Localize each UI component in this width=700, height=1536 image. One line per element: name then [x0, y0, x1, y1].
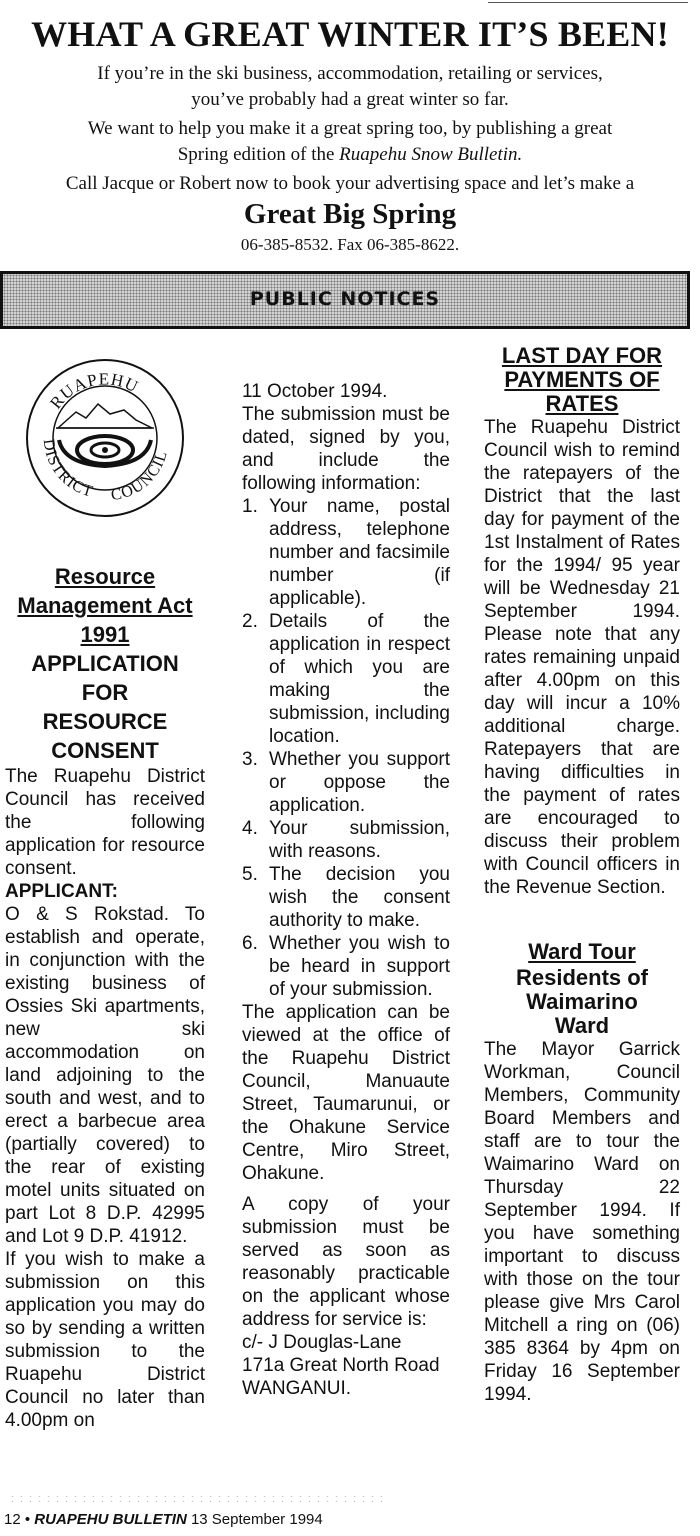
- submission-requirements: The submission must be dated, signed by you, and include the following information:: [242, 404, 450, 494]
- service-address-line-3: WANGANUI.: [242, 1378, 352, 1399]
- page-footer: [4, 1510, 504, 1530]
- list-item-text: Whether you support or oppose the application.: [269, 749, 450, 816]
- submission-text: If you wish to make a submission on this application you may do so by sending a written submission to the Ruapehu District Council no later than 4.00pm on: [5, 1249, 205, 1431]
- ad-phone: 06-385-8532. Fax 06-385-8622.: [240, 235, 460, 254]
- list-item-number: 4.: [242, 818, 258, 839]
- logo-top-text: RUAPEHU: [46, 369, 142, 413]
- list-item-text: Details of the application in respect of which you are making the submission, including location.: [269, 611, 450, 747]
- public-notices-banner: [0, 271, 690, 329]
- requirements-list: [242, 495, 450, 1001]
- resource-heading-3: 1991: [80, 622, 130, 647]
- list-item: [242, 495, 450, 610]
- svg-text:RUAPEHU: [46, 369, 142, 412]
- ward-body: The Mayor Garrick Workman, Council Members, Community Board Members and staff are to tour the Waimarino Ward on Thursday 22 September 1994. If you have something important to discuss with those on the tour please give Mrs Carol Mitchell a ring on (06) 385 8364 by 4pm on Friday 16 September 1994.: [484, 1039, 680, 1405]
- print-speckle: [8, 1494, 388, 1502]
- rates-heading-3: RATES: [545, 391, 619, 416]
- ad-line-4: [0, 143, 700, 167]
- resource-heading-7: CONSENT: [51, 738, 159, 763]
- list-item-number: 1.: [242, 496, 258, 517]
- resource-heading-4: APPLICATION: [31, 651, 179, 676]
- ad-line-2: you’ve probably had a great winter so far.: [191, 89, 509, 110]
- list-item-number: 3.: [242, 749, 258, 770]
- page-number: 12 •: [4, 1511, 31, 1528]
- list-item-number: 2.: [242, 611, 258, 632]
- resource-heading-6: RESOURCE: [42, 709, 168, 734]
- issue-date: 13 September 1994: [190, 1511, 323, 1528]
- ad-line-1: If you’re in the ski business, accommodation, retailing or services,: [97, 63, 603, 84]
- ad-line-4-text: Spring edition of the: [177, 144, 340, 165]
- ward-heading-1: Ward Tour: [528, 939, 636, 964]
- top-rule: [488, 2, 688, 3]
- list-item: [242, 748, 450, 817]
- resource-intro: The Ruapehu District Council has received the following application for resource consent.: [5, 766, 205, 879]
- copy-service-note: A copy of your submission must be served as soon as reasonably practicable on the applicant whose address for service is:: [242, 1194, 450, 1330]
- logo-left-text: DISTRICT: [39, 438, 96, 501]
- column-resource-consent: [5, 352, 205, 1432]
- column-submission-details: [242, 380, 450, 1400]
- resource-heading-1: Resource: [54, 564, 156, 589]
- list-item: [242, 610, 450, 748]
- list-item: [242, 863, 450, 932]
- applicant-text: O & S Rokstad. To establish and operate, in conjunction with the existing business of Ossies Ski apartments, new ski accommodation on land adjoining to the south and west, and to erect a barbecue area (partially covered) to the rear of existing motel units situated on part Lot 8 D.P. 42995 and Lot 9 D.P. 41912.: [5, 904, 205, 1247]
- ad-big-spring: Great Big Spring: [243, 198, 457, 230]
- service-address-line-2: 171a Great North Road: [242, 1355, 440, 1376]
- ruapehu-district-council-logo: [24, 352, 186, 538]
- ward-heading-4: Ward: [554, 1013, 610, 1038]
- publication-name: RUAPEHU BULLETIN: [34, 1511, 187, 1528]
- resource-heading-2: Management Act: [17, 593, 193, 618]
- rates-body: The Ruapehu District Council wish to remind the ratepayers of the District that the last day for payment of the 1st Instalment of Rates for the 1994/ 95 year will be Wednesday 21 September 1994. Please note that any rates remaining unpaid after 4.00pm on this day will incur a 10% additional charge. Ratepayers that are having difficulties in the payment of rates are encouraged to discuss their problem with Council officers in the Revenue Section.: [484, 417, 680, 898]
- list-item-text: Your name, postal address, telephone number and facsimile number (if applicable).: [269, 496, 450, 609]
- list-item: [242, 932, 450, 1001]
- resource-heading-5: FOR: [81, 680, 129, 705]
- ad-headline: WHAT A GREAT WINTER IT’S BEEN!: [31, 14, 669, 54]
- rates-heading-2: PAYMENTS OF: [504, 367, 660, 392]
- list-item: [242, 817, 450, 863]
- list-item-text: Whether you wish to be heard in support of your submission.: [269, 933, 450, 1000]
- rates-heading-1: LAST DAY FOR: [501, 343, 663, 368]
- service-address-line-1: c/- J Douglas-Lane: [242, 1332, 402, 1353]
- column-rates-and-ward: [484, 344, 680, 1406]
- ward-heading-3: Waimarino: [526, 989, 638, 1014]
- ward-heading-2: Residents of: [515, 965, 649, 990]
- application-viewing: The application can be viewed at the office of the Ruapehu District Council, Manuaute Street, Taumarunui, or the Ohakune Service Centre, Miro Street, Ohakune.: [242, 1002, 450, 1184]
- banner-title: PUBLIC NOTICES: [249, 288, 441, 310]
- snow-bulletin-title: Ruapehu Snow Bulletin.: [339, 144, 523, 165]
- advertisement: [0, 0, 700, 268]
- list-item-number: 6.: [242, 933, 258, 954]
- list-item-text: Your submission, with reasons.: [269, 818, 450, 862]
- ad-line-5: Call Jacque or Robert now to book your advertising space and let’s make a: [65, 173, 635, 194]
- applicant-label: APPLICANT:: [5, 881, 118, 902]
- submission-deadline: 11 October 1994.: [242, 381, 388, 402]
- logo-right-text: COUNCIL: [109, 448, 171, 505]
- list-item-number: 5.: [242, 864, 258, 885]
- ad-line-3: We want to help you make it a great spring too, by publishing a great: [87, 118, 613, 139]
- list-item-text: The decision you wish the consent authority to make.: [269, 864, 450, 931]
